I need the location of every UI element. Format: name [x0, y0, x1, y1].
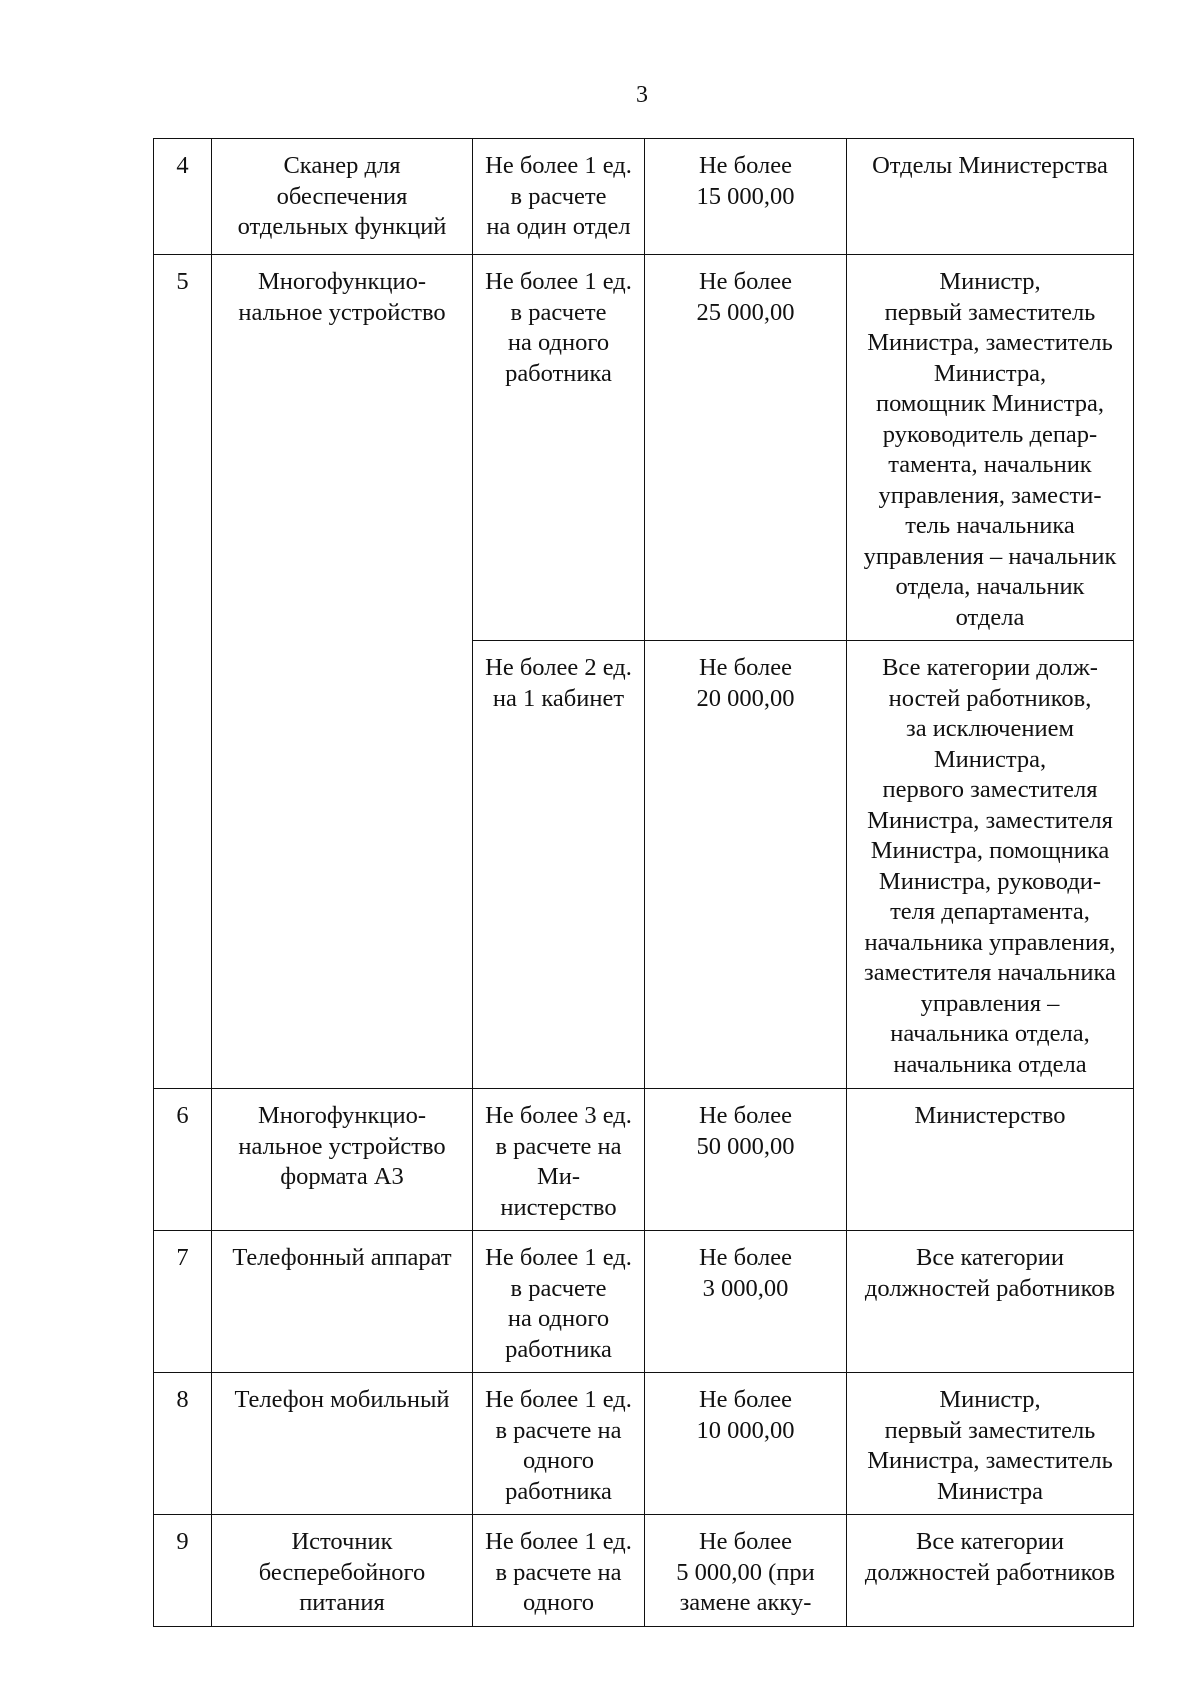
item-category: Отделы Министерства — [847, 139, 1134, 255]
item-category: Все категории должностей работников — [847, 1515, 1134, 1627]
item-price: Не более 3 000,00 — [645, 1231, 847, 1373]
item-quantity: Не более 1 ед. в расчете на одного работника — [473, 255, 645, 641]
table-row — [154, 255, 1134, 641]
equipment-norms-table — [153, 138, 1134, 1627]
item-name: Телефонный аппарат — [212, 1231, 473, 1373]
item-quantity: Не более 1 ед. в расчете на одного работника — [473, 1373, 645, 1515]
row-number: 6 — [154, 1089, 212, 1231]
item-name: Телефон мобильный — [212, 1373, 473, 1515]
table-row — [154, 1231, 1134, 1373]
table-row — [154, 139, 1134, 255]
item-quantity: Не более 1 ед. в расчете на один отдел — [473, 139, 645, 255]
page-number: 3 — [636, 82, 648, 108]
item-category: Все категории должностей работников — [847, 1231, 1134, 1373]
item-quantity: Не более 1 ед. в расчете на одного — [473, 1515, 645, 1627]
table-row — [154, 1089, 1134, 1231]
item-quantity: Не более 2 ед. на 1 кабинет — [473, 641, 645, 1089]
item-name: Источник бесперебойного питания — [212, 1515, 473, 1627]
item-price: Не более 15 000,00 — [645, 139, 847, 255]
item-price: Не более 5 000,00 (при замене акку- — [645, 1515, 847, 1627]
item-quantity: Не более 3 ед. в расчете на Ми- нистерство — [473, 1089, 645, 1231]
table-row — [154, 1373, 1134, 1515]
row-number: 5 — [154, 255, 212, 1089]
row-number: 8 — [154, 1373, 212, 1515]
item-price: Не более 20 000,00 — [645, 641, 847, 1089]
item-price: Не более 10 000,00 — [645, 1373, 847, 1515]
item-price: Не более 25 000,00 — [645, 255, 847, 641]
item-name: Многофункцио- нальное устройство — [212, 255, 473, 1089]
item-category: Все категории долж- ностей работников, за исключением Министра, первого заместителя Министра, заместителя Министра, помощника Министра, руководи- теля департамента, начальника управления, заместителя начальника управления – начальника отдела, начальника отдела — [847, 641, 1134, 1089]
item-category: Министерство — [847, 1089, 1134, 1231]
item-name: Многофункцио- нальное устройство формата А3 — [212, 1089, 473, 1231]
item-quantity: Не более 1 ед. в расчете на одного работника — [473, 1231, 645, 1373]
item-category: Министр, первый заместитель Министра, заместитель Министра — [847, 1373, 1134, 1515]
item-name: Сканер для обеспечения отдельных функций — [212, 139, 473, 255]
table-row — [154, 1515, 1134, 1627]
item-category: Министр, первый заместитель Министра, заместитель Министра, помощник Министра, руководитель депар- тамента, начальник управления, замести- тель начальника управления – начальник отдела, начальник отдела — [847, 255, 1134, 641]
row-number: 9 — [154, 1515, 212, 1627]
row-number: 7 — [154, 1231, 212, 1373]
item-price: Не более 50 000,00 — [645, 1089, 847, 1231]
row-number: 4 — [154, 139, 212, 255]
